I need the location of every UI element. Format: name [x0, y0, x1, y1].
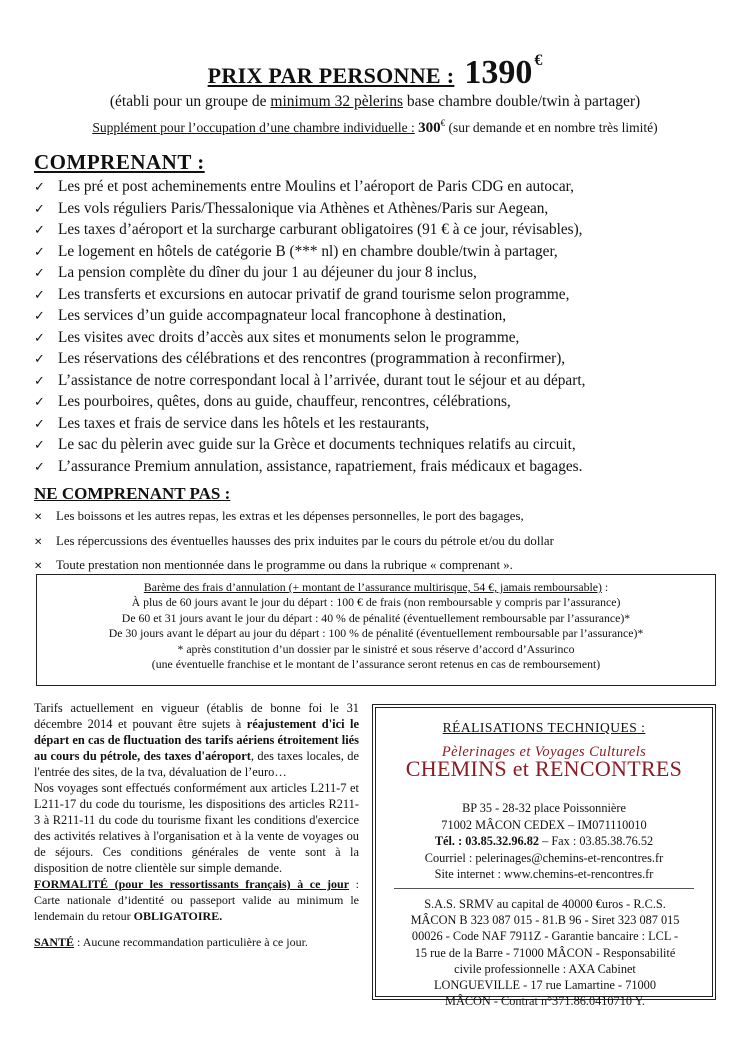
cancellation-title: Barème des frais d’annulation (+ montant de l’assurance multirisque, 54 €, jamais remboursable) :: [143, 580, 609, 594]
list-item: ✓ Les pré et post acheminements entre Moulins et l’aéroport de Paris CDG en autocar,: [34, 177, 734, 199]
price-value: 1390: [464, 54, 533, 91]
cancellation-line: À plus de 60 jours avant le jour du départ : 100 € de frais (non remboursable y compris par l’assurance): [131, 595, 621, 610]
list-item: ✓ Le logement en hôtels de catégorie B (*** nl) en chambre double/twin à partager,: [34, 242, 734, 264]
address-line: 71002 MÂCON CEDEX – IM071110010: [441, 817, 647, 832]
cancellation-box: [36, 574, 716, 686]
price-label: PRIX PAR PERSONNE :: [207, 63, 455, 88]
group-minimum: minimum 32 pèlerins: [270, 93, 404, 110]
cancellation-line: * après constitution d’un dossier par le sinistré et sous réserve d’accord d’Assurinco: [177, 641, 575, 656]
legal-conditions: [34, 700, 359, 950]
list-item: ✓ Les services d’un guide accompagnateur local francophone à destination,: [34, 306, 734, 328]
comprenant-list: [34, 177, 734, 478]
formalite-paragraph: FORMALITÉ (pour les ressortissants français) à ce jour : Carte nationale d’identité ou passeport valide au minimum le lendemain du retour OBLIGATOIRE.: [34, 877, 359, 923]
list-item: ✕ Toute prestation non mentionnée dans le programme ou dans la rubrique « comprenant ».: [34, 554, 734, 579]
ne-comprenant-list: [34, 505, 734, 579]
checkmark-icon: ✓: [34, 287, 45, 303]
logo-name: CHEMINS et RENCONTRES: [405, 756, 683, 781]
logo-tagline: Pèlerinages et Voyages Culturels: [441, 744, 647, 760]
cancellation-line: De 30 jours avant le départ au jour du départ : 100 % de pénalité (éventuellement remboursable par l’assurance)*: [108, 626, 644, 641]
group-prefix: (établi pour un groupe de: [109, 93, 271, 110]
checkmark-icon: ✓: [34, 352, 45, 367]
divider: [394, 888, 694, 889]
price-currency: €: [534, 52, 543, 69]
group-note: [0, 93, 750, 111]
checkmark-icon: ✓: [34, 438, 45, 453]
supplement-value: 300: [418, 120, 441, 136]
list-item: ✓ Les transferts et excursions en autocar privatif de grand tourisme selon programme,: [34, 285, 734, 307]
price-heading: [0, 52, 750, 92]
list-item: ✓ Les taxes et frais de service dans les hôtels et les restaurants,: [34, 414, 734, 436]
list-item: ✓ L’assistance de notre correspondant local à l’arrivée, durant tout le séjour et au départ,: [34, 371, 734, 393]
list-item: ✓ Les pourboires, quêtes, dons au guide, chauffeur, rencontres, célébrations,: [34, 392, 734, 414]
website-line: Site internet : www.chemins-et-rencontres.fr: [434, 867, 654, 881]
cross-icon: ✕: [34, 561, 43, 572]
checkmark-icon: ✓: [34, 223, 45, 238]
checkmark-icon: ✓: [34, 459, 45, 475]
list-item: ✕ Les répercussions des éventuelles hausses des prix induites par le cours du pétrole et/ou du dollar: [34, 530, 734, 555]
company-legal: S.A.S. SRMV au capital de 40000 €uros - R.C.S. MÂCON B 323 087 015 - 81.B 96 - Siret 323 087 015 00026 - Code NAF 7911Z - Garantie bancaire : LCL - 15 rue de la Barre - 71000 MÂCON - Responsabilité civile professionnelle : AXA Cabinet LONGUEVILLE - 17 rue Lamartine - 71000 MÂCON - Contrat n°371.86.0410710 Y.: [410, 897, 680, 1009]
cross-icon: ✕: [34, 512, 43, 523]
technical-box: [372, 704, 716, 1009]
list-item: ✕ Les boissons et les autres repas, les extras et les dépenses personnelles, le port des bagages,: [34, 505, 734, 530]
cancellation-line: De 60 et 31 jours avant le jour du départ : 40 % de pénalité (éventuellement remboursable par l’assurance)*: [121, 610, 631, 625]
list-item: ✓ L’assurance Premium annulation, assistance, rapatriement, frais médicaux et bagages.: [34, 457, 734, 479]
phone-line: Tél. : 03.85.32.96.82 – Fax : 03.85.38.76.52: [434, 834, 654, 848]
list-item: ✓ La pension complète du dîner du jour 1 au déjeuner du jour 8 inclus,: [34, 263, 734, 285]
list-item: ✓ Les visites avec droits d’accès aux sites et monuments selon le programme,: [34, 328, 734, 350]
address-line: BP 35 - 28-32 place Poissonnière: [462, 801, 626, 815]
list-item: ✓ Les réservations des célébrations et des rencontres (programmation à reconfirmer),: [34, 349, 734, 371]
supplement-currency: €: [440, 118, 446, 128]
contact-block: [376, 800, 712, 883]
comprenant-title: COMPRENANT :: [34, 150, 205, 174]
supplement-note: [0, 118, 750, 137]
company-logo: [376, 744, 712, 790]
list-item: ✓ Les taxes d’aéroport et la surcharge carburant obligatoires (91 € à ce jour, révisables),: [34, 220, 734, 242]
checkmark-icon: ✓: [34, 201, 45, 217]
ne-comprenant-title: NE COMPRENANT PAS :: [34, 484, 231, 503]
checkmark-icon: ✓: [34, 266, 45, 281]
list-item: ✓ Les vols réguliers Paris/Thessalonique via Athènes et Athènes/Paris sur Aegean,: [34, 199, 734, 221]
sante-paragraph: SANTÉ : Aucune recommandation particulière à ce jour.: [34, 935, 308, 949]
supplement-remark: (sur demande et en nombre très limité): [448, 120, 658, 135]
tarifs-paragraph: Tarifs actuellement en vigueur (établis de bonne foi le 31 décembre 2014 et pouvant être sujets à réajustement d'ici le départ en cas de fluctuation des tarifs aériens étroitement liés au cours du pétrole, des taxes d'aéroport, des taxes locales, de l'entrée des sites, de la tva, dévaluation de l’euro…: [34, 701, 359, 779]
checkmark-icon: ✓: [34, 373, 45, 389]
checkmark-icon: ✓: [34, 330, 45, 346]
articles-paragraph: Nos voyages sont effectués conformément aux articles L211-7 et L211-17 du code du tourisme, les dispositions des articles R211-3 à R211-11 du code du tourisme fixant les conditions d'exercice des activités relatives à l'organisation et à la vente de voyages ou de séjours. Ces conditions générales de vente sont à la disposition de notre clientèle sur simple demande.: [34, 781, 359, 875]
email-line: Courriel : pelerinages@chemins-et-rencontres.fr: [424, 850, 664, 865]
cross-icon: ✕: [34, 536, 43, 548]
checkmark-icon: ✓: [34, 309, 45, 324]
supplement-label: Supplément pour l’occupation d’une chambre individuelle :: [92, 120, 415, 135]
checkmark-icon: ✓: [34, 244, 45, 260]
tech-title: RÉALISATIONS TECHNIQUES :: [442, 720, 646, 735]
list-item: ✓ Le sac du pèlerin avec guide sur la Grèce et documents techniques relatifs au circuit,: [34, 435, 734, 457]
group-suffix: base chambre double/twin à partager): [403, 93, 641, 110]
checkmark-icon: ✓: [34, 395, 45, 410]
checkmark-icon: ✓: [34, 180, 45, 195]
checkmark-icon: ✓: [34, 416, 45, 432]
cancellation-line: (une éventuelle franchise et le montant de l’assurance seront retenus en cas de remboursement): [151, 657, 601, 672]
